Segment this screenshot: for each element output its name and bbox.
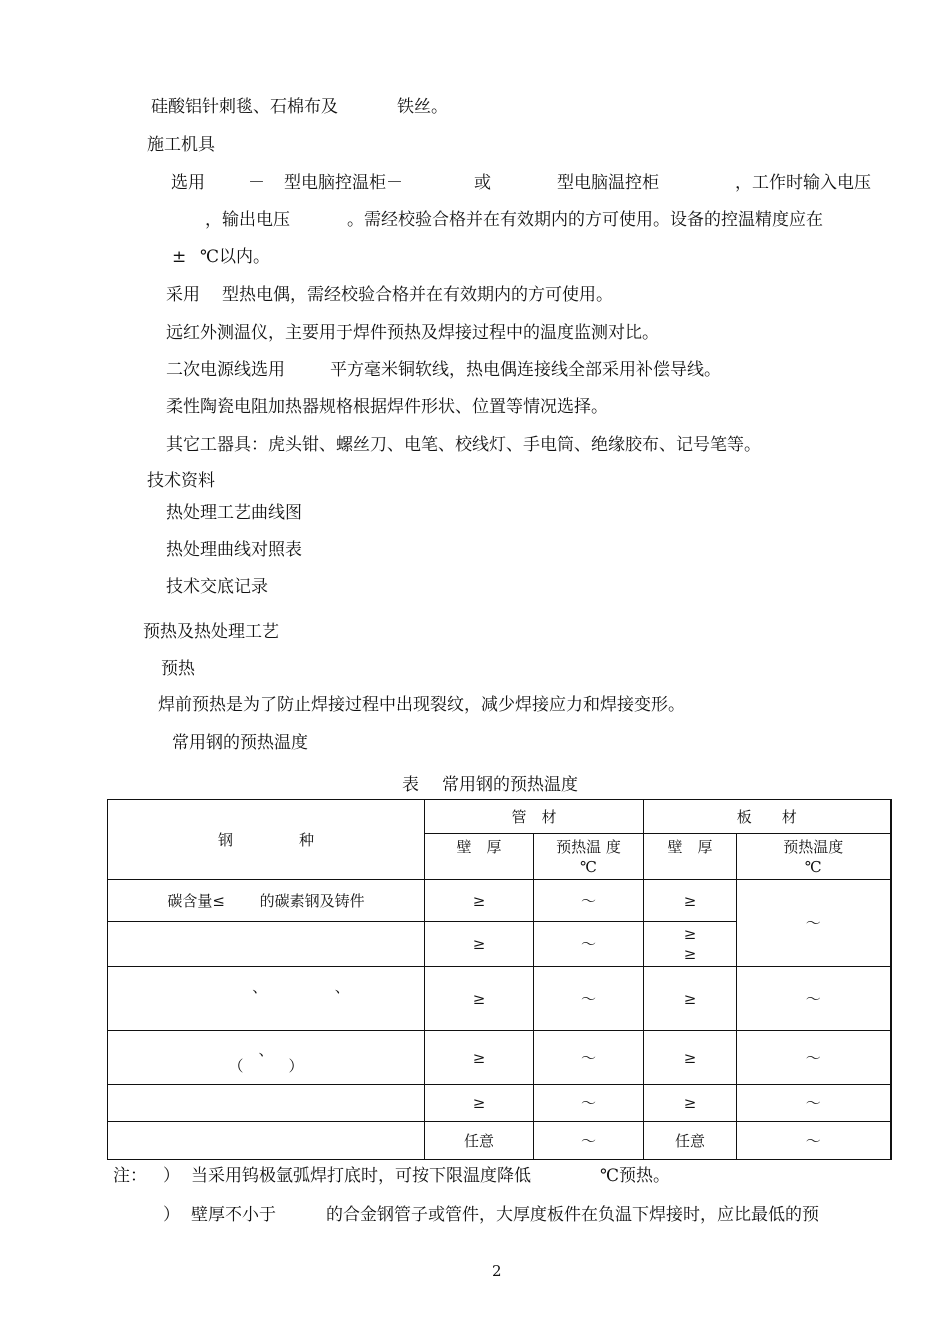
text-line: 柔性陶瓷电阻加热器规格根据焊件形状、位置等情况选择。	[166, 397, 608, 417]
text-line: 常用钢的预热温度	[172, 733, 308, 753]
doc-item: 技术交底记录	[166, 577, 268, 597]
table-row: ≥ ～ ≥ ≥	[108, 922, 891, 967]
table-row: 任意 ～ 任意 ～	[108, 1122, 891, 1160]
page-number: 2	[492, 1262, 502, 1280]
table-row: 、 、 ≥ ～ ≥ ～	[108, 967, 891, 1031]
header-plate: 板 材	[644, 800, 891, 834]
header-steel: 钢 种	[108, 800, 425, 880]
doc-item: 热处理工艺曲线图	[166, 503, 302, 523]
section-heading-tools: 施工机具	[147, 135, 215, 155]
text-line: 远红外测温仪，主要用于焊件预热及焊接过程中的温度监测对比。	[166, 323, 659, 343]
subsection-heading-preheat: 预热	[161, 659, 195, 679]
table-row: 、 （ ） ≥ ～ ≥ ～	[108, 1031, 891, 1085]
header-pipe: 管 材	[425, 800, 644, 834]
table-row: 碳含量≤ 的碳素钢及铸件 ≥ ～ ≥ ～	[108, 880, 891, 922]
section-heading-process: 预热及热处理工艺	[143, 622, 279, 642]
table-row: ≥ ～ ≥ ～	[108, 1085, 891, 1122]
table-caption: 表 常用钢的预热温度	[402, 775, 578, 795]
header-preheat-temp: 预热温度 ℃	[737, 834, 891, 880]
doc-item: 热处理曲线对照表	[166, 540, 302, 560]
text-line: 硅酸铝针刺毯、石棉布及 铁丝。	[151, 97, 448, 117]
text-line: 焊前预热是为了防止焊接过程中出现裂纹，减少焊接应力和焊接变形。	[158, 695, 685, 715]
header-wall-thickness: 壁 厚	[425, 834, 534, 880]
text-line: 其它工器具：虎头钳、螺丝刀、电笔、校线灯、手电筒、绝缘胶布、记号笔等。	[166, 435, 761, 455]
section-heading-docs: 技术资料	[147, 471, 215, 491]
header-wall-thickness: 壁 厚	[644, 834, 737, 880]
header-preheat-temp: 预热温 度 ℃	[534, 834, 644, 880]
preheat-temperature-table	[107, 799, 892, 1160]
